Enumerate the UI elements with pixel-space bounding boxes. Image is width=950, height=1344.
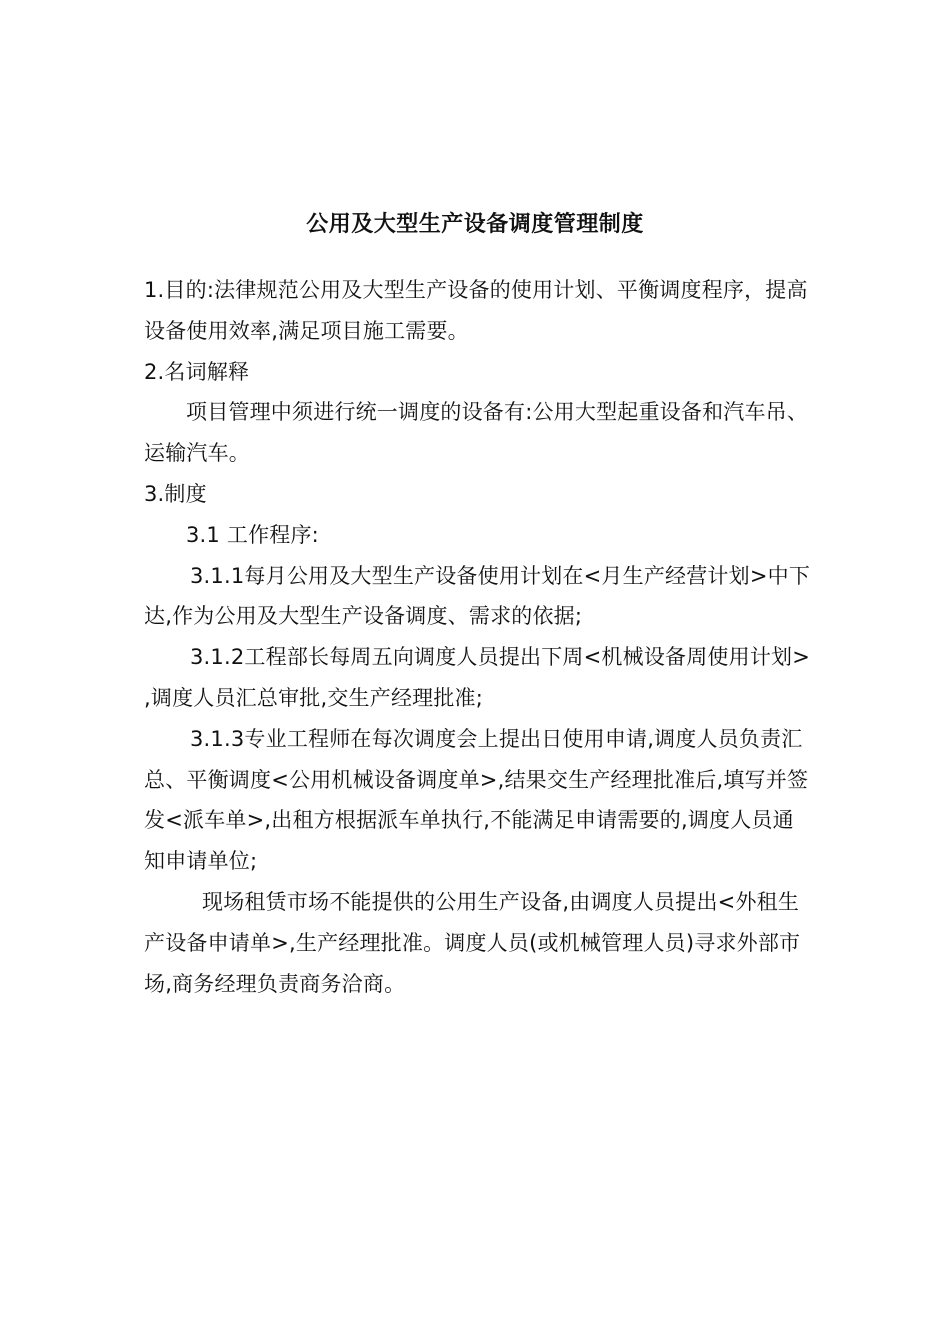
document-title: 公用及大型生产设备调度管理制度 [306, 212, 644, 237]
document-body [144, 270, 812, 1004]
section-terms-heading: 2.名词解释 [144, 359, 250, 384]
section-terms-text: 项目管理中须进行统一调度的设备有:公用大型起重设备和汽车吊、运输汽车。 [144, 400, 809, 466]
section-rules-heading: 3.制度 [144, 481, 207, 506]
clause-3-1-3: 3.1.3专业工程师在每次调度会上提出日使用申请,调度人员负责汇总、平衡调度<公用机械设备调度单>,结果交生产经理批准后,填写并签发<派车单>,出租方根据派车单执行,不能满足申请需要的,调度人员通知申请单位; [144, 726, 809, 874]
clause-3-1-1: 3.1.1每月公用及大型生产设备使用计划在<月生产经营计划>中下达,作为公用及大型生产设备调度、需求的依据; [144, 563, 811, 629]
section-purpose: 1.目的:法律规范公用及大型生产设备的使用计划、平衡调度程序，提高设备使用效率,满足项目施工需要。 [144, 278, 808, 343]
clause-external-rental: 现场租赁市场不能提供的公用生产设备,由调度人员提出<外租生产设备申请单>,生产经理批准。调度人员(或机械管理人员)寻求外部市场,商务经理负责商务洽商。 [144, 889, 801, 996]
clause-3-1-2: 3.1.2工程部长每周五向调度人员提出下周<机械设备周使用计划> ,调度人员汇总审批,交生产经理批准; [144, 645, 811, 710]
section-procedure-heading: 3.1 工作程序: [186, 522, 319, 547]
